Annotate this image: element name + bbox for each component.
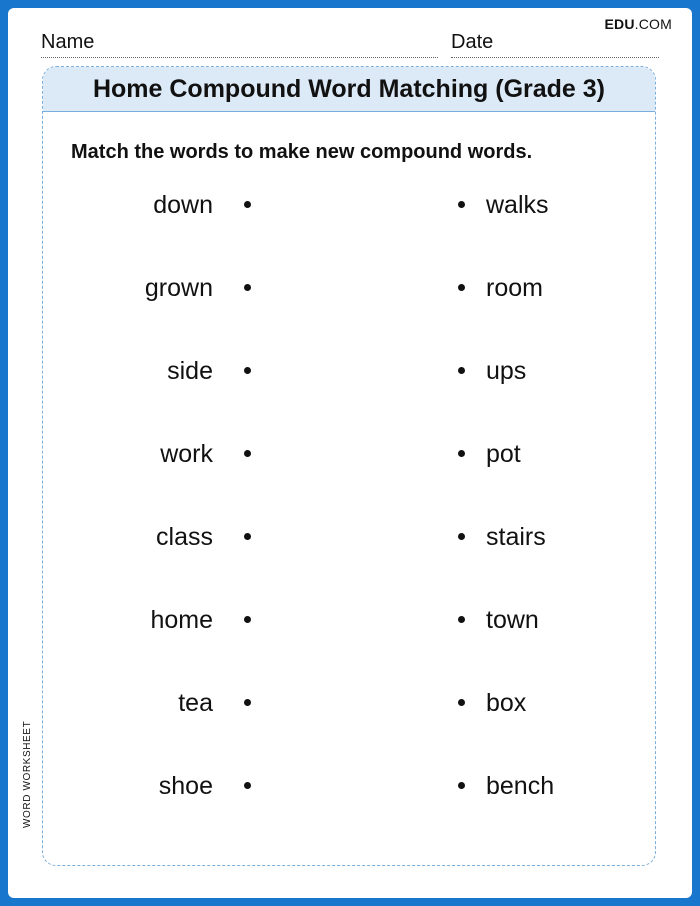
left-match-dot[interactable]	[244, 367, 251, 374]
right-word: stairs	[486, 523, 546, 551]
right-match-dot[interactable]	[458, 782, 465, 789]
left-match-dot[interactable]	[244, 201, 251, 208]
side-label: WORD WORKSHEET	[22, 720, 33, 828]
match-row	[43, 600, 655, 640]
left-word: home	[150, 606, 213, 634]
right-word: room	[486, 274, 543, 302]
right-match-dot[interactable]	[458, 367, 465, 374]
right-match-dot[interactable]	[458, 450, 465, 457]
instructions: Match the words to make new compound words.	[71, 141, 533, 163]
left-word: down	[153, 191, 213, 219]
worksheet-page	[8, 8, 692, 898]
match-row	[43, 351, 655, 391]
left-word: work	[160, 440, 213, 468]
date-line	[451, 57, 659, 58]
left-match-dot[interactable]	[244, 699, 251, 706]
left-match-dot[interactable]	[244, 450, 251, 457]
name-line	[41, 57, 438, 58]
left-word: class	[156, 523, 213, 551]
worksheet-title: Home Compound Word Matching (Grade 3)	[92, 74, 606, 103]
left-word: grown	[144, 274, 213, 302]
right-word: box	[486, 689, 527, 717]
right-word: town	[486, 606, 539, 634]
header-fields	[41, 32, 659, 58]
right-match-dot[interactable]	[458, 699, 465, 706]
matching-rows	[43, 67, 655, 865]
match-row	[43, 766, 655, 806]
left-match-dot[interactable]	[244, 533, 251, 540]
right-match-dot[interactable]	[458, 616, 465, 623]
brand-logo: EDU.COM	[604, 16, 672, 32]
match-row	[43, 268, 655, 308]
date-field[interactable]	[451, 32, 659, 58]
left-word: shoe	[158, 772, 213, 800]
left-word: side	[167, 357, 213, 385]
date-label: Date	[451, 31, 494, 53]
match-row	[43, 517, 655, 557]
name-field[interactable]	[41, 32, 438, 58]
match-row	[43, 434, 655, 474]
right-word: ups	[486, 357, 527, 385]
left-match-dot[interactable]	[244, 284, 251, 291]
left-match-dot[interactable]	[244, 782, 251, 789]
right-match-dot[interactable]	[458, 533, 465, 540]
worksheet-panel	[42, 66, 656, 866]
right-word: walks	[486, 191, 549, 219]
right-match-dot[interactable]	[458, 201, 465, 208]
name-label: Name	[41, 31, 95, 53]
right-word: pot	[486, 440, 521, 468]
left-word: tea	[178, 689, 213, 717]
left-match-dot[interactable]	[244, 616, 251, 623]
right-word: bench	[486, 772, 555, 800]
match-row	[43, 185, 655, 225]
match-row	[43, 683, 655, 723]
right-match-dot[interactable]	[458, 284, 465, 291]
